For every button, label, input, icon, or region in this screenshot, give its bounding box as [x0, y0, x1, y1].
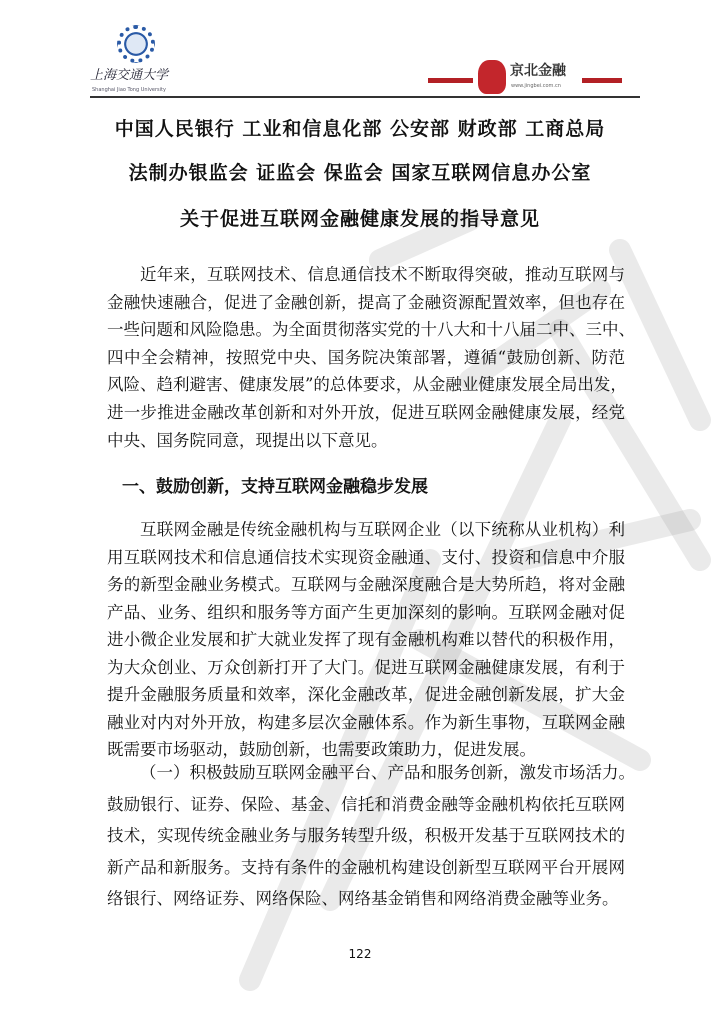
text-line: 四中全会精神，按照党中央、国务院决策部署，遵循“鼓励创新、防范 — [107, 347, 625, 367]
text-line: 一些问题和风险隐患。为全面贯彻落实党的十八大和十八届二中、三中、 — [107, 320, 635, 340]
text-line: 务的新型金融业务模式。互联网与金融深度融合是大势所趋，将对金融 — [107, 575, 625, 594]
text-line: 互联网金融是传统金融机构与互联网企业（以下统称从业机构）利 — [140, 520, 625, 539]
brand-name: 京北金融 — [510, 63, 566, 79]
page-header — [0, 0, 720, 100]
text-line: 产品、业务、组织和服务等方面产生更加深刻的影响。互联网金融对促 — [107, 602, 625, 622]
text-line: 融业对内对外开放，构建多层次金融体系。作为新生事物，互联网金融 — [107, 712, 625, 732]
university-name-cn: 上海交通大学 — [90, 68, 169, 83]
text-line: 进小微企业发展和扩大就业发挥了现有金融机构难以替代的积极作用， — [107, 630, 625, 649]
header-divider — [90, 96, 640, 98]
decorative-bar-right — [582, 78, 622, 83]
text-line: 技术，实现传统金融业务与服务转型升级，积极开发基于互联网技术的 — [107, 826, 625, 845]
text-line: 金融快速融合，促进了金融创新，提高了金融资源配置效率，但也存在 — [107, 292, 625, 312]
title-line-2: 法制办银监会 证监会 保监会 国家互联网信息办公室 — [128, 162, 592, 184]
document-title: 关于促进互联网金融健康发展的指导意见 — [179, 208, 540, 230]
text-line: 中央、国务院同意，现提出以下意见。 — [107, 430, 388, 450]
text-line: 为大众创业、万众创新打开了大门。促进互联网金融健康发展，有利于 — [107, 657, 625, 677]
text-line: 既需要市场驱动，鼓励创新，也需要政策助力，促进发展。 — [107, 740, 536, 759]
jingbei-logo-icon — [478, 60, 506, 94]
text-line: 近年来，互联网技术、信息通信技术不断取得突破，推动互联网与 — [140, 265, 625, 284]
title-line-1: 中国人民银行 工业和信息化部 公安部 财政部 工商总局 — [114, 118, 606, 140]
text-line: 新产品和新服务。支持有条件的金融机构建设创新型互联网平台开展网 — [107, 857, 625, 877]
text-line: 用互联网技术和信息通信技术实现资金融通、支付、投资和信息中介服 — [107, 547, 625, 567]
decorative-bar-left — [428, 78, 473, 83]
sjtu-logo — [90, 25, 185, 97]
text-line: 络银行、网络证券、网络保险、网络基金销售和网络消费金融等业务。 — [107, 889, 619, 908]
text-line: 进一步推进金融改革创新和对外开放，促进互联网金融健康发展，经党 — [107, 403, 625, 422]
university-name-en: Shanghai Jiao Tong University — [92, 87, 166, 93]
section-heading: 一、鼓励创新，支持互联网金融稳步发展 — [122, 477, 428, 497]
text-line: 提升金融服务质量和效率，深化金融改革，促进金融创新发展，扩大金 — [107, 685, 625, 704]
page-number: 122 — [348, 947, 372, 961]
brand-url: www.jingbei.com.cn — [511, 83, 561, 89]
text-line: （一）积极鼓励互联网金融平台、产品和服务创新，激发市场活力。 — [140, 763, 635, 782]
sjtu-seal-icon — [117, 25, 155, 63]
text-line: 鼓励银行、证券、保险、基金、信托和消费金融等金融机构依托互联网 — [107, 794, 625, 814]
text-line: 风险、趋利避害、健康发展”的总体要求，从金融业健康发展全局出发， — [107, 375, 627, 395]
